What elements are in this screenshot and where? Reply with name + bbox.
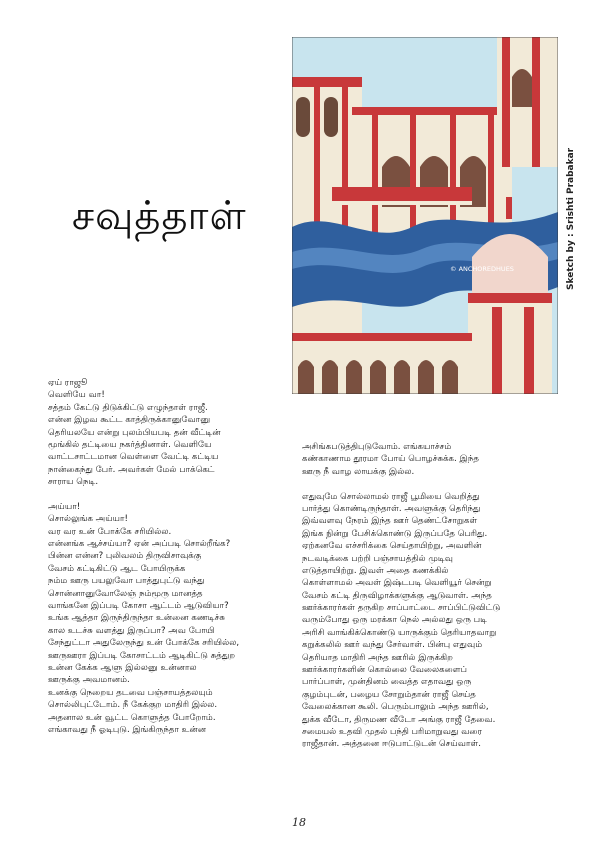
- text-line: நான்கைந்து பேர். அவர்கள் மேல் பாக்கெட்: [48, 464, 215, 475]
- text-line: கால உடச்சு வளத்து இருப்பா? அவ போயி: [48, 625, 215, 636]
- text-line: துக்க வீடோ, திருமண வீடோ அங்கு ராஜீ தேவை.: [302, 714, 496, 725]
- text-line: பார்த்து கொண்டிருந்தாள். அவளுக்கு தெரிந்து: [302, 503, 481, 514]
- text-line: சொல்லுங்க அய்யா!: [48, 514, 128, 525]
- text-line: இவ்வளவு நேரம் இந்த ஊர் தெண்ட்சோறுகள்: [302, 516, 478, 527]
- text-line: ஊருஊரா இப்படி கோசாட்டம் ஆடிகிட்டு சுத்துற: [48, 650, 236, 661]
- text-line: தெரியாத மாதிரி அந்த ஊரில் இருக்கிற: [302, 652, 453, 663]
- text-line: அய்யா!: [48, 501, 81, 512]
- text-line: வேசம் கட்டி திருவிழாக்களுக்கு ஆடுவாள். அந்த: [302, 590, 492, 601]
- text-line: ஊரு நீ வாழ லாயக்கு இல்ல.: [302, 466, 415, 477]
- text-line: அசிங்கபடுத்திபுடுவோம். எங்கயாச்சம்: [302, 442, 452, 452]
- text-line: பார்ப்பாள், முன்தினம் வைத்த எதாவது ஒரு: [302, 677, 472, 688]
- text-line: தெரியலயே என்று புலம்பியபடி தன் வீட்டின்: [48, 427, 221, 438]
- text-line: இங்க நின்று பேசிக்கொண்டு இருப்பதே பெரிது.: [302, 528, 488, 539]
- text-line: என்ன இழவ கூட்ட காத்திருக்கானுவோனு: [48, 415, 211, 426]
- text-line: எங்காவது நீ ஓடிபுடு. இங்கிருந்தா உன்ன: [48, 724, 207, 735]
- text-line: என்னங்க ஆச்சய்யா? ஏன் அப்படி சொல்றீங்க?: [48, 539, 231, 550]
- text-line: சொன்னானுவோலேஞ் நம்மூரு மானத்த: [48, 588, 203, 599]
- text-line: வாட்டசாட்டமான வெள்ளை வேட்டி கட்டிய: [48, 452, 219, 463]
- text-line: உனக்கு நெறைய தடவை பஞ்சாயத்தலயும்: [48, 687, 213, 698]
- paragraph-gap: [48, 489, 280, 501]
- sketch-credit: Sketch by : Srishti Prabakar: [566, 147, 576, 290]
- watermark: © ANCHOREDHUES: [450, 265, 514, 273]
- text-line: ஊர்க்காரர்களின் கொல்லை வேலைகளைப்: [302, 665, 467, 676]
- text-line: வரும்போது ஒரு மரக்கா நெல் அல்லது ஒரு படி: [302, 615, 487, 626]
- text-line: எதுவுமே சொல்லாமல் ராஜீ பூமியை வெறித்து: [302, 491, 480, 502]
- text-line: வெளியே வா!: [48, 390, 105, 401]
- text-line: கொள்ளாமல் அவள் இஷ்டபடி வெளியூர் சென்று: [302, 578, 492, 589]
- article-title: சவுத்தாள்: [72, 193, 247, 239]
- text-line: உன்ன கேக்க ஆளு இல்லனு உன்னால: [48, 662, 197, 673]
- text-line: சேந்துட்டா அதுலேருந்து உன் போக்கே சரியில்ல,: [48, 638, 240, 649]
- text-line: வேலைக்கான கூலி. பெரும்பாலும் அந்த ஊரில்,: [302, 702, 489, 713]
- text-line: சொல்லிபுட்டோம். நீ கேக்குற மாதிரி இல்ல.: [48, 700, 218, 711]
- text-line: வர வர உன் போக்கே சரியில்ல.: [48, 526, 172, 537]
- text-line: நடவடிக்கை பற்றி பஞ்சாயத்தில் முடிவு: [302, 553, 453, 564]
- left-text-column: [48, 377, 280, 736]
- text-line: சமையல் உதவி முதல் பந்தி பரிமாறுவது வரை: [302, 726, 483, 737]
- text-line: ஏற்கனவே எச்சரிக்கை செய்தாயிற்று, அவளின்: [302, 541, 482, 552]
- text-line: வாங்கனே இப்படி கோசா ஆட்டம் ஆடுவியா?: [48, 601, 229, 612]
- text-line: கண்காணாம தூரமா போய் பொழச்சுக்க. இந்த: [302, 454, 479, 465]
- text-line: சத்தம் கேட்டு திடுக்கிட்டு எழுந்தாள் ராஜீ.: [48, 402, 208, 413]
- paragraph-gap: [302, 478, 558, 490]
- text-line: மூங்கில் தட்டியை நகர்த்தினாள். வெளியே: [48, 439, 212, 450]
- sketch-illustration: [292, 37, 558, 394]
- text-line: நம்ம ஊரு பயலுவோ பாத்துபுட்டு வந்து: [48, 576, 205, 587]
- text-line: ஏய் ராஜூ: [48, 378, 88, 388]
- text-line: எடுத்தாயிற்று. இவள் அதை கணக்கில்: [302, 565, 449, 576]
- page-number: 18: [292, 816, 306, 829]
- text-line: ஊர்க்காரர்கள் தருகிற சாப்பாட்டை சாப்பிட்டுவிட்டு: [302, 603, 501, 614]
- text-line: உங்க ஆத்தா இருந்திருந்தா உன்னை கணடிச்சு: [48, 613, 225, 624]
- text-line: ஊருக்கு அவமானம்.: [48, 675, 130, 686]
- text-line: சாராய நெடி.: [48, 477, 99, 488]
- text-line: குழம்புடன், பழைய சோறும்தான் ராஜீ செய்த: [302, 689, 476, 700]
- text-line: அதனால உன் வூட்ட கொளுத்த போறோம்.: [48, 712, 216, 723]
- text-line: கறுக்கலில் ஊர் வந்து சேர்வாள். பின்பு எதுவும்: [302, 640, 483, 651]
- text-line: அரிசி வாங்கிக்கொண்டு யாருக்கும் தெரியாதவாறு: [302, 627, 497, 638]
- text-line: வேசம் கட்டிகிட்டு ஆட போயிருக்க: [48, 563, 186, 574]
- right-text-column: [302, 441, 558, 751]
- text-line: பின்ன என்ன? புலிவலம் திருவிசாவுக்கு: [48, 551, 202, 562]
- text-line: ராஜீதான். அத்தனை ஈடுபாட்டுடன் செய்வாள்.: [302, 739, 481, 750]
